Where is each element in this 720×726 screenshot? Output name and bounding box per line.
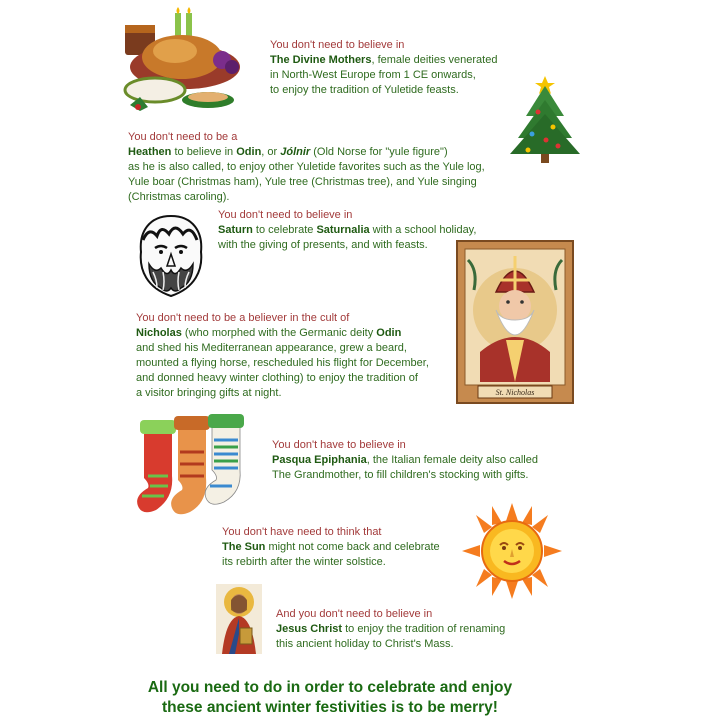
christmas-stockings-illustration xyxy=(132,410,256,530)
divine-mothers-block: You don't need to believe in The Divine Mothers, female deities venerated in North-West Europe from 1 CE onwards, to enjoy the tradition of Yuletide feasts. xyxy=(270,39,498,96)
jesus-christ-block: And you don't need to believe in Jesus Christ to enjoy the tradition of renaming this ancient holiday to Christ's Mass. xyxy=(276,608,506,650)
sun-face-illustration xyxy=(462,503,562,599)
closing-message xyxy=(0,678,660,718)
jesus-christ-icon xyxy=(216,584,262,654)
pasqua-epiphania-block: You don't have to believe in Pasqua Epiphania, the Italian female deity also called The Grandmother, to fill children's stocking with gifts. xyxy=(272,439,538,481)
yuletide-feast-illustration xyxy=(120,5,250,120)
closing-line-1: All you need to do in order to celebrate and enjoy xyxy=(147,679,513,696)
heathen-odin-block: You don't need to be a Heathen to believe in Odin, or Jólnir (Old Norse for "yule figure") as he is also called, to enjoy other Yuletide favorites such as the Yule log, Yule boar (Christmas ham), Yule tree (Christmas tree), and Yule singing (Christmas caroling). xyxy=(128,131,485,203)
nicholas-caption: St. Nicholas xyxy=(495,388,535,397)
christmas-tree-icon xyxy=(508,72,583,164)
sun-block: You don't have need to think that The Sun might not come back and celebrate its rebirth after the winter solstice. xyxy=(222,526,440,568)
closing-line-2: these ancient winter festivities is to be merry! xyxy=(162,699,498,716)
saturn-head-illustration xyxy=(133,212,209,298)
saturn-block: You don't need to believe in Saturn to celebrate Saturnalia with a school holiday, with the giving of presents, and with feasts. xyxy=(218,209,477,251)
nicholas-block: You don't need to be a believer in the cult of Nicholas (who morphed with the Germanic deity Odin and shed his Mediterranean appearance, grew a beard, mounted a flying horse, rescheduled his flight for December, and donned heavy winter clothing) to enjoy the tradition of a visitor bringing gifts at night. xyxy=(136,312,429,399)
st-nicholas-icon xyxy=(456,240,574,404)
